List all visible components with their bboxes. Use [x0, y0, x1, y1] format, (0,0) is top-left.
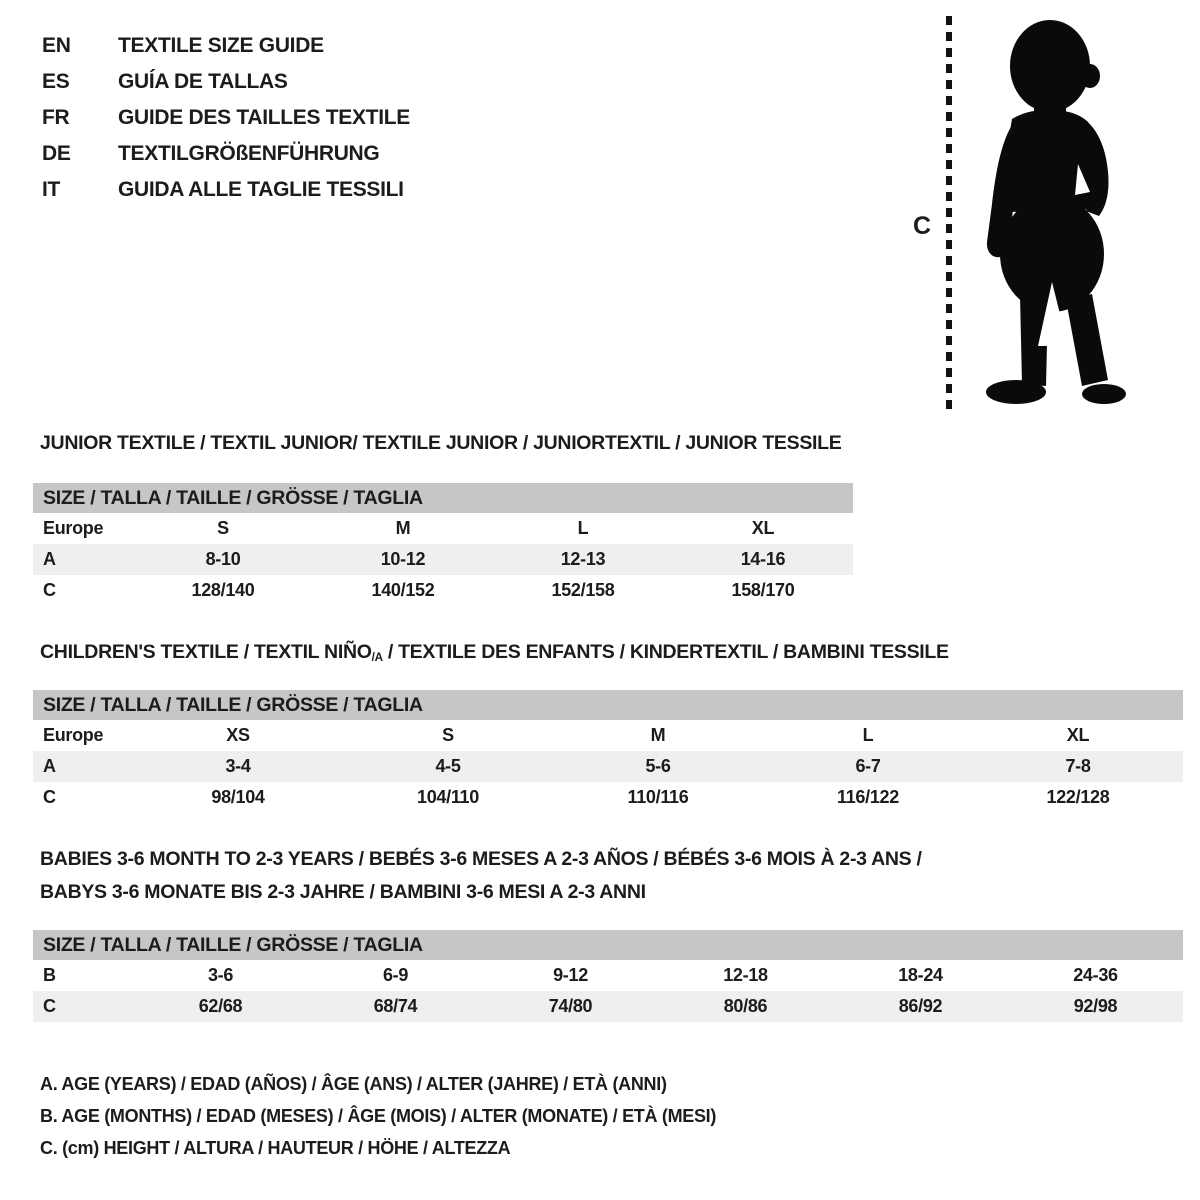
children-section-heading: [40, 641, 949, 664]
table-cell: 14-16: [740, 549, 786, 569]
table-cell: 152/158: [551, 580, 615, 600]
table-cell: 86/92: [898, 996, 943, 1016]
table-cell: S: [217, 518, 229, 538]
table-row: [33, 575, 853, 606]
footnote-height-cm: C. (cm) HEIGHT / ALTURA / HAUTEUR / HÖHE / ALTEZZA: [40, 1137, 511, 1158]
junior-section-heading: JUNIOR TEXTILE / TEXTIL JUNIOR/ TEXTILE JUNIOR / JUNIORTEXTIL / JUNIOR TESSILE: [40, 432, 842, 454]
language-label: TEXTILGRÖßENFÜHRUNG: [118, 142, 380, 165]
table-cell: 3-4: [225, 756, 251, 776]
table-cell: 98/104: [211, 787, 265, 807]
table-cell: 5-6: [645, 756, 671, 776]
junior-size-table: [33, 483, 853, 606]
table-cell: 128/140: [191, 580, 255, 600]
size-header-bar: SIZE / TALLA / TAILLE / GRÖSSE / TAGLIA: [33, 930, 1183, 960]
table-cell: 12-18: [723, 965, 768, 985]
height-measure-label: C: [913, 212, 931, 240]
footnote-age-months: B. AGE (MONTHS) / EDAD (MESES) / ÂGE (MOIS) / ALTER (MONATE) / ETÀ (MESI): [40, 1105, 717, 1126]
language-label: GUÍA DE TALLAS: [118, 70, 288, 93]
table-cell: 8-10: [205, 549, 241, 569]
language-code: DE: [42, 142, 71, 165]
children-heading-part2: / TEXTILE DES ENFANTS / KINDERTEXTIL / BAMBINI TESSILE: [382, 641, 949, 663]
table-cell: 24-36: [1073, 965, 1118, 985]
table-row: [33, 782, 1183, 813]
table-cell: 12-13: [560, 549, 606, 569]
row-label: A: [43, 549, 56, 569]
table-cell: XS: [226, 725, 250, 745]
language-label: GUIDA ALLE TAGLIE TESSILI: [118, 178, 404, 201]
table-cell: 7-8: [1065, 756, 1091, 776]
table-cell: 18-24: [898, 965, 943, 985]
language-code: ES: [42, 70, 70, 93]
table-cell: 6-9: [382, 965, 409, 985]
toddler-silhouette-icon: [962, 14, 1142, 418]
language-label: TEXTILE SIZE GUIDE: [118, 34, 324, 57]
table-cell: 68/74: [373, 996, 418, 1016]
table-cell: S: [442, 725, 454, 745]
language-code: EN: [42, 34, 71, 57]
table-cell: 62/68: [198, 996, 243, 1016]
language-list: [42, 28, 410, 208]
table-cell: XL: [1066, 725, 1090, 745]
table-cell: 4-5: [435, 756, 461, 776]
table-cell: 122/128: [1046, 787, 1110, 807]
table-cell: 3-6: [207, 965, 234, 985]
language-row: [42, 172, 410, 208]
language-row: [42, 28, 410, 64]
row-label: A: [43, 756, 56, 776]
language-row: [42, 136, 410, 172]
language-row: [42, 64, 410, 100]
table-cell: L: [577, 518, 589, 538]
table-row: [33, 544, 853, 575]
table-row: [33, 960, 1183, 991]
table-cell: 92/98: [1073, 996, 1118, 1016]
language-label: GUIDE DES TAILLES TEXTILE: [118, 106, 410, 129]
children-heading-part1: CHILDREN'S TEXTILE / TEXTIL NIÑO: [40, 641, 372, 663]
language-row: [42, 100, 410, 136]
table-cell: 10-12: [380, 549, 426, 569]
table-cell: 9-12: [553, 965, 588, 985]
row-label: B: [43, 965, 56, 985]
size-header-bar: SIZE / TALLA / TAILLE / GRÖSSE / TAGLIA: [33, 690, 1183, 720]
table-cell: XL: [751, 518, 775, 538]
babies-section-heading-line2: BABYS 3-6 MONATE BIS 2-3 JAHRE / BAMBINI 3-6 MESI A 2-3 ANNI: [40, 881, 646, 903]
babies-section-heading-line1: BABIES 3-6 MONTH TO 2-3 YEARS / BEBÉS 3-6 MESES A 2-3 AÑOS / BÉBÉS 3-6 MOIS À 2-3 ANS /: [40, 848, 922, 870]
table-cell: 74/80: [548, 996, 593, 1016]
table-row: [33, 751, 1183, 782]
table-cell: 110/116: [627, 787, 689, 807]
table-row: [33, 991, 1183, 1022]
table-cell: 116/122: [837, 787, 899, 807]
table-cell: 80/86: [723, 996, 768, 1016]
table-cell: 158/170: [731, 580, 795, 600]
children-heading-sub: /A: [371, 650, 383, 664]
size-header-bar: SIZE / TALLA / TAILLE / GRÖSSE / TAGLIA: [33, 483, 853, 513]
row-label: Europe: [43, 518, 104, 538]
row-label: C: [43, 996, 56, 1016]
babies-size-table: [33, 930, 1183, 1022]
table-cell: 140/152: [371, 580, 435, 600]
table-row: [33, 720, 1183, 751]
table-cell: M: [395, 518, 411, 538]
children-size-table: [33, 690, 1183, 813]
row-label: C: [43, 580, 56, 600]
table-cell: 6-7: [855, 756, 881, 776]
table-cell: M: [650, 725, 666, 745]
footnotes: [40, 1068, 716, 1164]
language-code: FR: [42, 106, 70, 129]
table-cell: L: [862, 725, 874, 745]
footnote-age-years: A. AGE (YEARS) / EDAD (AÑOS) / ÂGE (ANS) / ALTER (JAHRE) / ETÀ (ANNI): [40, 1073, 667, 1094]
table-cell: 104/110: [417, 787, 479, 807]
row-label: C: [43, 787, 56, 807]
language-code: IT: [42, 178, 61, 201]
table-row: [33, 513, 853, 544]
height-measure-dashed-line: [946, 16, 952, 414]
row-label: Europe: [43, 725, 104, 745]
